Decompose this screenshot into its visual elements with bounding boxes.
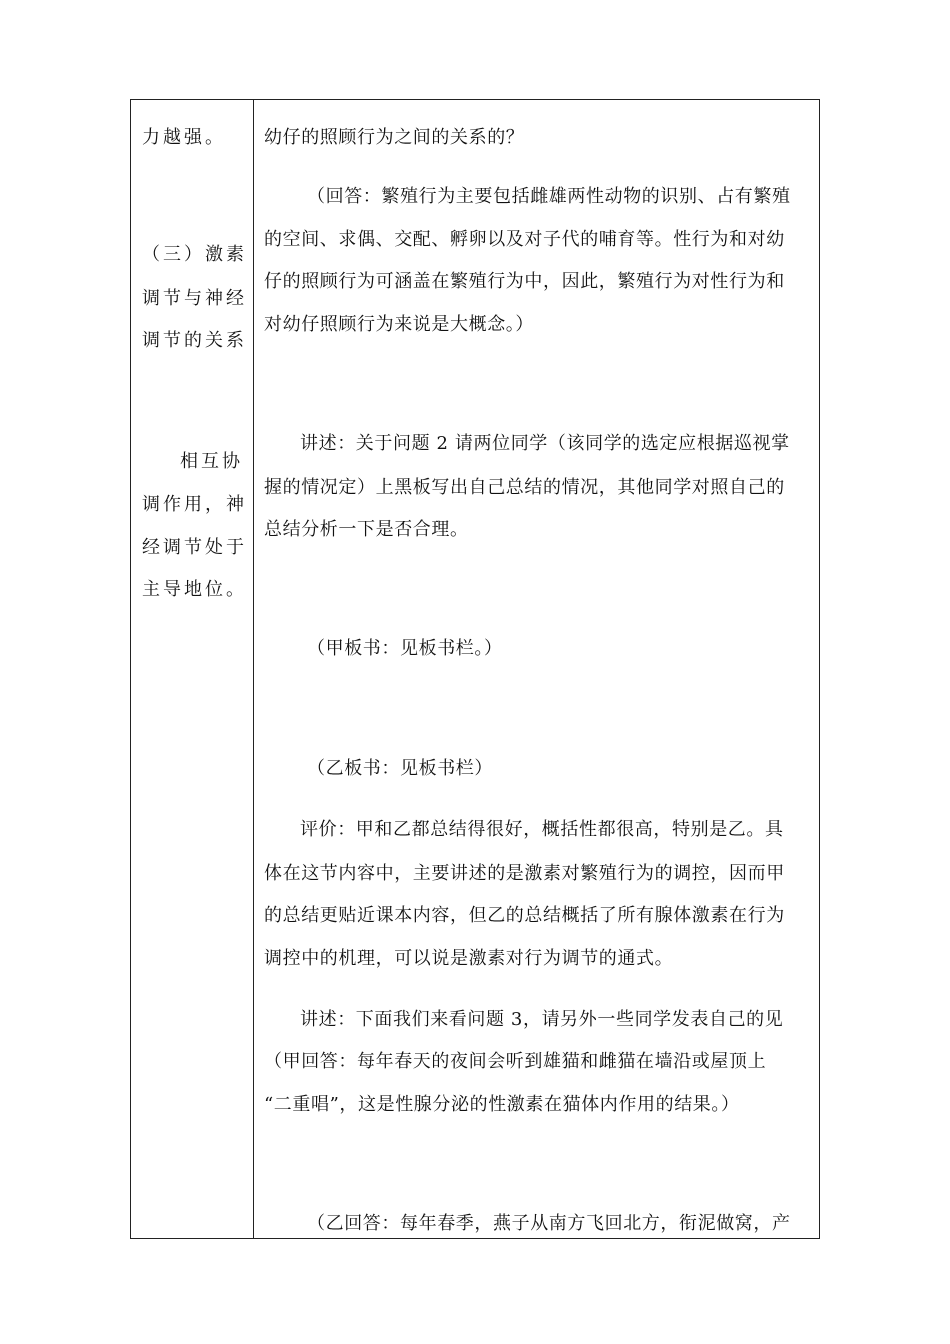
- paragraph-line: 幼仔的照顾行为之间的关系的？: [264, 127, 525, 148]
- paragraph-line: （乙板书：见板书栏）: [307, 758, 493, 779]
- paragraph-line: （乙回答：每年春季，燕子从南方飞回北方，衔泥做窝，产: [307, 1213, 791, 1234]
- paragraph-line: 讲述：关于问题 2 请两位同学（该同学的选定应根据巡视掌: [300, 433, 790, 454]
- paragraph-line: 对幼仔照顾行为来说是大概念。）: [264, 314, 534, 335]
- section-heading-line: （三）激素: [142, 244, 247, 265]
- paragraph-line: （回答：繁殖行为主要包括雌雄两性动物的识别、占有繁殖: [307, 186, 791, 207]
- paragraph-line: （甲回答：每年春天的夜间会听到雄猫和雌猫在墙沿或屋顶上: [264, 1051, 767, 1072]
- paragraph-line: “二重唱”，这是性腺分泌的性激素在猫体内作用的结果。）: [264, 1094, 740, 1115]
- paragraph-line: 评价：甲和乙都总结得很好，概括性都很高，特别是乙。具: [300, 819, 784, 840]
- paragraph-line: 的总结更贴近课本内容，但乙的总结概括了所有腺体激素在行为: [264, 905, 785, 926]
- section-heading-line: 调节与神经: [142, 288, 247, 309]
- paragraph-line: 的空间、求偶、交配、孵卵以及对子代的哺育等。性行为和对幼: [264, 229, 785, 250]
- paragraph-line: （甲板书：见板书栏。）: [307, 638, 503, 659]
- paragraph-line: 总结分析一下是否合理。: [264, 519, 469, 540]
- section-heading-line: 调节的关系: [142, 330, 247, 351]
- left-text-line: 力越强。: [142, 127, 226, 148]
- left-text-line: 经调节处于: [142, 537, 247, 558]
- paragraph-line: 讲述：下面我们来看问题 3，请另外一些同学发表自己的见: [300, 1009, 784, 1030]
- paragraph-line: 调控中的机理，可以说是激素对行为调节的通式。: [264, 948, 674, 969]
- left-text-line: 主导地位。: [142, 579, 247, 600]
- paragraph-line: 仔的照顾行为可涵盖在繁殖行为中，因此，繁殖行为对性行为和: [264, 271, 785, 292]
- left-text-line: 相互协: [180, 451, 243, 472]
- column-divider: [253, 100, 254, 1238]
- paragraph-line: 握的情况定）上黑板写出自己总结的情况，其他同学对照自己的: [264, 477, 785, 498]
- paragraph-line: 体在这节内容中，主要讲述的是激素对繁殖行为的调控，因而甲: [264, 863, 785, 884]
- left-text-line: 调作用，神: [142, 494, 247, 515]
